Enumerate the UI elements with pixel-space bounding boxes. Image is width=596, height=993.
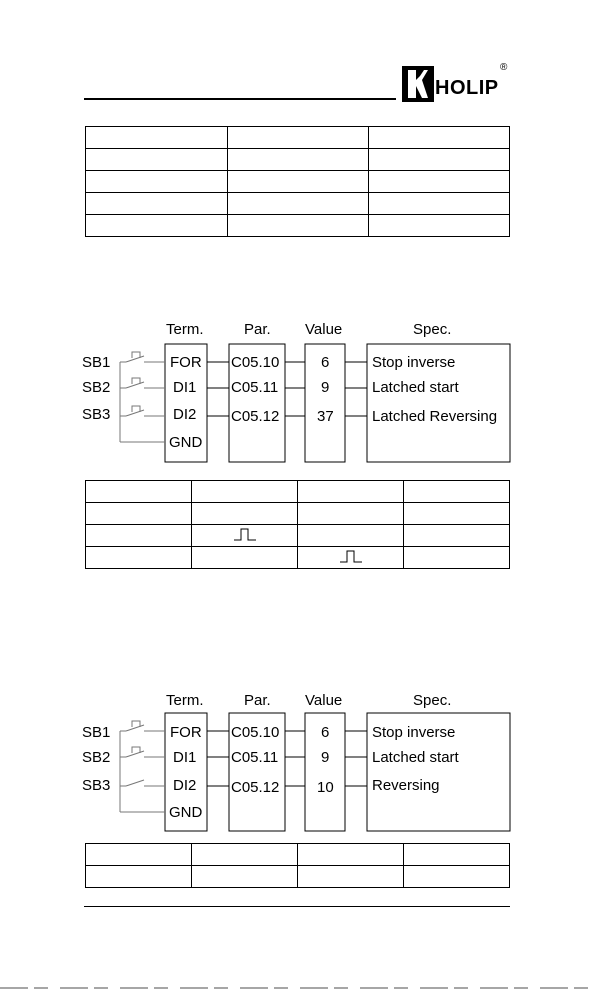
header-value: Value — [305, 321, 343, 338]
header-value: Value — [305, 692, 343, 709]
value-1: 6 — [321, 354, 330, 371]
param-c0511: C05.11 — [231, 379, 279, 396]
switch-wiring — [120, 721, 165, 812]
table-row — [86, 525, 510, 547]
value-3: 37 — [317, 408, 334, 425]
wiring-diagram-1 — [80, 318, 520, 468]
holip-logo-icon — [402, 66, 434, 102]
header-spec: Spec. — [413, 692, 452, 709]
param-c0512: C05.12 — [231, 779, 280, 796]
terminal-di1: DI1 — [173, 749, 197, 766]
switch-label-sb3: SB3 — [82, 777, 111, 794]
table-row — [86, 481, 510, 503]
pulse-icon — [339, 549, 363, 563]
header-par: Par. — [244, 321, 271, 338]
value-3: 10 — [317, 779, 334, 796]
table-row — [86, 547, 510, 569]
value-2: 9 — [321, 379, 330, 396]
table-row — [86, 171, 510, 193]
switch-label-sb1: SB1 — [82, 724, 111, 741]
param-c0510: C05.10 — [231, 724, 280, 741]
holip-logo — [402, 64, 514, 104]
switch-label-sb2: SB2 — [82, 749, 111, 766]
spec-1: Stop inverse — [372, 354, 456, 371]
switch-label-sb1: SB1 — [82, 354, 111, 371]
pulse-icon — [233, 527, 257, 541]
switch-label-sb3: SB3 — [82, 406, 111, 423]
header-term: Term. — [166, 321, 204, 338]
registered-mark: ® — [500, 62, 508, 73]
terminal-di2: DI2 — [173, 406, 197, 423]
value-1: 6 — [321, 724, 330, 741]
logo-text: HOLIP — [435, 77, 499, 99]
switch-label-sb2: SB2 — [82, 379, 111, 396]
footer-rule — [84, 906, 510, 907]
table-row — [86, 503, 510, 525]
spec-3: Reversing — [372, 777, 440, 794]
param-c0511: C05.11 — [231, 749, 279, 766]
table-row — [86, 215, 510, 237]
wiring-diagram-2 — [80, 689, 520, 839]
terminal-gnd: GND — [169, 804, 203, 821]
table-row — [86, 149, 510, 171]
value-2: 9 — [321, 749, 330, 766]
header-term: Term. — [166, 692, 204, 709]
bottom-table — [85, 843, 510, 888]
spec-1: Stop inverse — [372, 724, 456, 741]
spec-2: Latched start — [372, 379, 459, 396]
table-row — [86, 866, 510, 888]
param-c0510: C05.10 — [231, 354, 280, 371]
header-par: Par. — [244, 692, 271, 709]
header-spec: Spec. — [413, 321, 452, 338]
terminal-for: FOR — [170, 724, 202, 741]
header-rule — [84, 98, 396, 100]
terminal-for: FOR — [170, 354, 202, 371]
terminal-di2: DI2 — [173, 777, 197, 794]
spec-3: Latched Reversing — [372, 408, 498, 425]
table-row — [86, 127, 510, 149]
table-row — [86, 193, 510, 215]
bottom-artifact-line — [0, 987, 596, 989]
terminal-di1: DI1 — [173, 379, 197, 396]
spec-2: Latched start — [372, 749, 459, 766]
terminal-gnd: GND — [169, 434, 203, 451]
param-c0512: C05.12 — [231, 408, 280, 425]
middle-table — [85, 480, 510, 569]
table-row — [86, 844, 510, 866]
top-table — [85, 126, 510, 237]
switch-wiring — [120, 352, 165, 442]
